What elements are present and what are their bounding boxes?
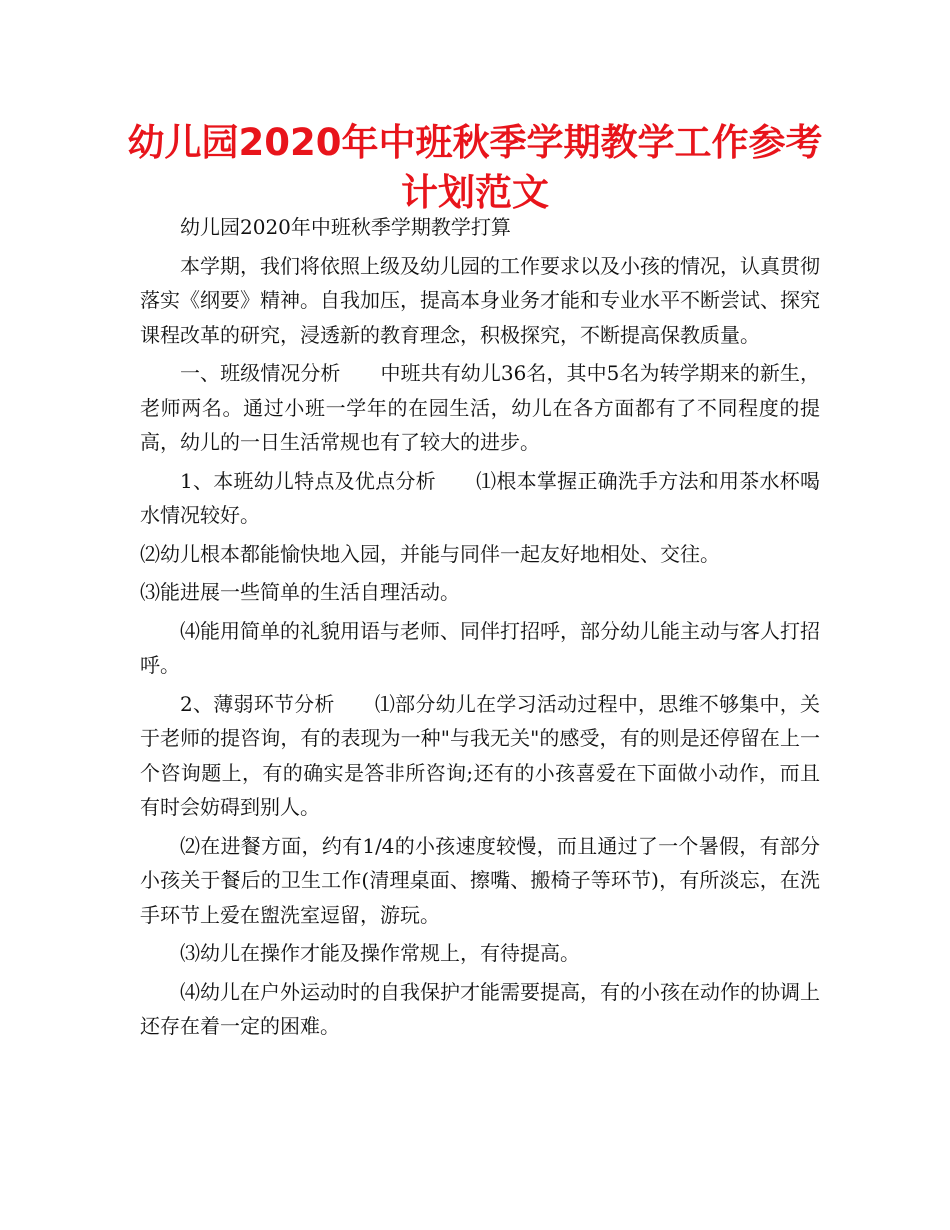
section-weaknesses bbox=[140, 687, 820, 825]
weak-point-4: ⑷幼儿在户外运动时的自我保护才能需要提高，有的小孩在动作的协调上还存在着一定的困难。 bbox=[140, 979, 820, 1038]
strength-point-4: ⑷能用简单的礼貌用语与老师、同伴打招呼，部分幼儿能主动与客人打招呼。 bbox=[140, 618, 820, 677]
strength-point-3: ⑶能进展一些简单的生活自理活动。 bbox=[140, 580, 460, 604]
section-heading: 一、班级情况分析 bbox=[180, 361, 341, 385]
document-body bbox=[140, 210, 820, 1048]
weak-point-3: ⑶幼儿在操作才能及操作常规上，有待提高。 bbox=[180, 941, 580, 965]
section-heading: 1、本班幼儿特点及优点分析 bbox=[180, 468, 436, 493]
section-text: ⑴根本掌握正确洗手方法和用茶水杯喝水情况较好。 bbox=[140, 468, 820, 527]
document-title: 幼儿园2020年中班秋季学期教学工作参考计划范文 bbox=[127, 121, 823, 214]
section-text: 中班共有幼儿36名，其中5名为转学期来的新生，老师两名。通过小班一学年的在园生活，幼儿在各方面都有了不同程度的提高，幼儿的一日生活常规也有了较大的进步。 bbox=[140, 361, 820, 454]
section-strengths bbox=[140, 464, 820, 533]
document-subtitle: 幼儿园2020年中班秋季学期教学打算 bbox=[180, 215, 511, 239]
weak-point-2: ⑵在进餐方面，约有1/4的小孩速度较慢，而且通过了一个暑假，有部分小孩关于餐后的卫生工作(清理桌面、擦嘴、搬椅子等环节)，有所淡忘，在洗手环节上爱在盥洗室逗留，游玩。 bbox=[140, 833, 820, 927]
section-class-analysis bbox=[140, 356, 820, 460]
section-heading: 2、薄弱环节分析 bbox=[180, 691, 335, 716]
intro-paragraph: 本学期，我们将依照上级及幼儿园的工作要求以及小孩的情况，认真贯彻落实《纲要》精神。自我加压，提高本身业务才能和专业水平不断尝试、探究课程改革的研究，浸透新的教育理念，积极探究，不断提高保教质量。 bbox=[140, 253, 820, 347]
strength-point-2: ⑵幼儿根本都能愉快地入园，并能与同伴一起友好地相处、交往。 bbox=[140, 541, 720, 566]
section-text: ⑴部分幼儿在学习活动过程中，思维不够集中，关于老师的提咨询，有的表现为一种"与我无关"的感受，有的则是还停留在上一个咨询题上，有的确实是答非所咨询;还有的小孩喜爱在下面做小动作，而且有时会妨碍到别人。 bbox=[140, 691, 820, 819]
